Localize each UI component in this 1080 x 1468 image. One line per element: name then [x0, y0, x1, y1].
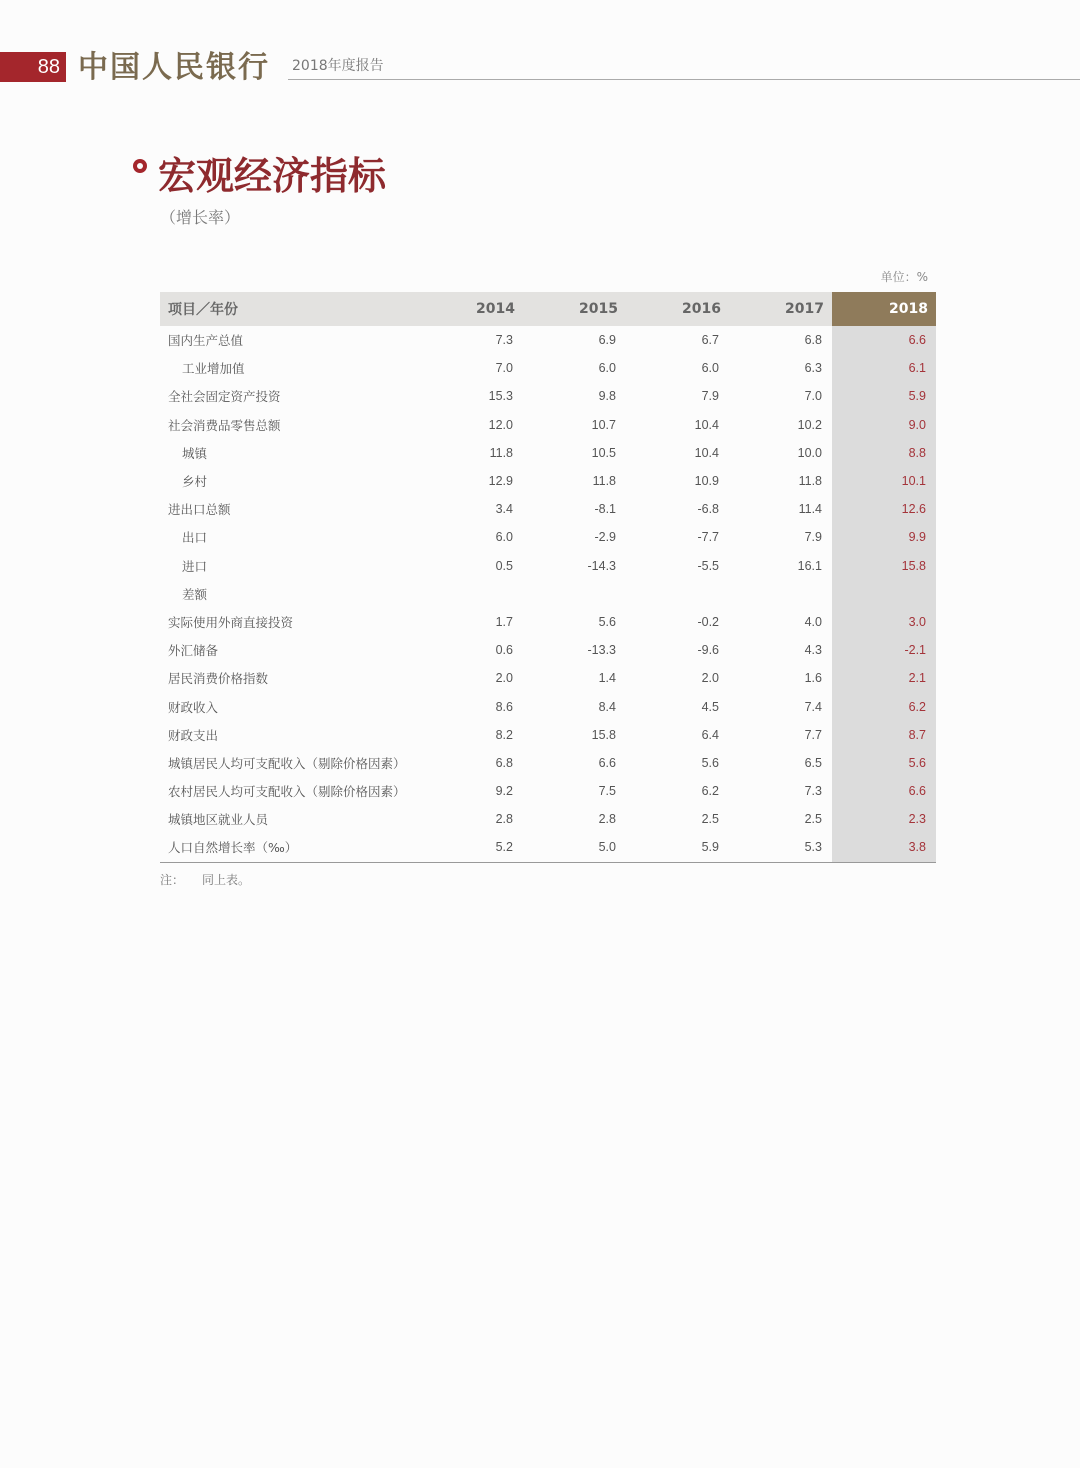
- table-row: [160, 354, 936, 382]
- table-row: [160, 721, 936, 749]
- page-header: [0, 48, 1080, 88]
- table-row: [160, 608, 936, 636]
- row-label: 城镇地区就业人员: [168, 812, 269, 828]
- table-row: [160, 580, 936, 608]
- cell-value: 1.4: [598, 671, 616, 686]
- cell-value: 1.6: [804, 671, 822, 686]
- row-label: 工业增加值: [182, 361, 245, 377]
- cell-value: 6.8: [495, 755, 513, 770]
- cell-value: 5.9: [626, 833, 729, 862]
- cell-value: 5.6: [598, 614, 616, 629]
- cell-value: 10.4: [694, 445, 719, 460]
- page-title: 宏观经济指标: [158, 154, 387, 198]
- cell-value: 6.6: [598, 755, 616, 770]
- cell-value: 6.9: [598, 333, 616, 348]
- cell-value: 6.2: [832, 692, 936, 720]
- column-header-2018: 2018: [832, 292, 936, 326]
- title-bullet-icon: [133, 159, 147, 173]
- row-label: 乡村: [182, 474, 208, 490]
- cell-value: 6.0: [495, 530, 513, 545]
- cell-value: 15.8: [591, 727, 616, 742]
- cell-value: 10.2: [797, 417, 822, 432]
- cell-value: 1.7: [495, 614, 513, 629]
- cell-value: 9.8: [598, 389, 616, 404]
- cell-value: 2.0: [701, 671, 719, 686]
- row-label: 财政支出: [168, 727, 219, 743]
- row-label: 人口自然增长率（‰）: [160, 833, 420, 862]
- footnote: [160, 871, 250, 889]
- row-label: 进口: [182, 558, 208, 574]
- indicator-table: [160, 292, 936, 863]
- cell-value: 2.5: [701, 812, 719, 827]
- cell-value: 5.0: [523, 833, 626, 862]
- cell-value: 5.9: [832, 382, 936, 410]
- footnote-text: 同上表。: [202, 873, 251, 887]
- row-label: 实际使用外商直接投资: [168, 614, 294, 630]
- row-label: 财政收入: [168, 699, 219, 715]
- table-row: [160, 692, 936, 720]
- page-subtitle: （增长率）: [160, 208, 241, 227]
- cell-value: 10.7: [591, 417, 616, 432]
- footnote-label: 注：: [160, 873, 185, 887]
- cell-value: 2.8: [598, 812, 616, 827]
- cell-value: 9.2: [495, 784, 513, 799]
- cell-value: 2.0: [495, 671, 513, 686]
- table-row: [160, 439, 936, 467]
- cell-value: 6.6: [832, 326, 936, 354]
- table-row: [160, 805, 936, 833]
- cell-value: 7.4: [804, 699, 822, 714]
- cell-value: 0.6: [495, 643, 513, 658]
- row-label: 农村居民人均可支配收入（剔除价格因素）: [168, 784, 406, 800]
- cell-value: 10.5: [591, 445, 616, 460]
- row-label: 外汇储备: [168, 643, 219, 659]
- cell-value: 15.3: [488, 389, 513, 404]
- cell-value: [523, 580, 626, 608]
- cell-value: -5.5: [697, 558, 719, 573]
- cell-value: -7.7: [697, 530, 719, 545]
- column-header-item: 项目／年份: [160, 292, 420, 326]
- cell-value: 11.4: [798, 502, 822, 517]
- cell-value: 7.3: [495, 333, 513, 348]
- cell-value: -0.2: [697, 614, 719, 629]
- table-row: [160, 552, 936, 580]
- cell-value: -2.9: [594, 530, 616, 545]
- table-header-row: [160, 292, 936, 326]
- cell-value: 6.6: [832, 777, 936, 805]
- row-label: 出口: [182, 530, 208, 546]
- cell-value: [626, 580, 729, 608]
- row-label: 城镇居民人均可支配收入（剔除价格因素）: [168, 755, 406, 771]
- cell-value: -9.6: [697, 643, 719, 658]
- cell-value: 6.5: [804, 755, 822, 770]
- cell-value: 6.7: [701, 333, 719, 348]
- cell-value: [729, 580, 832, 608]
- bank-logo: 中国人民银行: [78, 50, 270, 85]
- cell-value: 6.0: [598, 361, 616, 376]
- cell-value: -6.8: [697, 502, 719, 517]
- cell-value: 4.0: [804, 614, 822, 629]
- cell-value: 3.8: [832, 833, 936, 862]
- table-row: [160, 664, 936, 692]
- column-header-2015: 2015: [523, 292, 626, 326]
- row-label: 国内生产总值: [168, 333, 244, 349]
- row-label: 城镇: [182, 445, 208, 461]
- cell-value: 10.1: [832, 467, 936, 495]
- cell-value: [420, 580, 523, 608]
- page-number: 88: [0, 52, 66, 82]
- cell-value: 2.1: [832, 664, 936, 692]
- cell-value: 8.2: [495, 727, 513, 742]
- cell-value: 10.0: [797, 445, 822, 460]
- column-header-2016: 2016: [626, 292, 729, 326]
- cell-value: 11.8: [798, 474, 822, 489]
- cell-value: 6.1: [832, 354, 936, 382]
- cell-value: 7.9: [804, 530, 822, 545]
- cell-value: 6.8: [804, 333, 822, 348]
- cell-value: 6.2: [701, 784, 719, 799]
- cell-value: 10.4: [694, 417, 719, 432]
- cell-value: 8.6: [495, 699, 513, 714]
- cell-value: 6.3: [804, 361, 822, 376]
- cell-value: 9.0: [832, 411, 936, 439]
- table-row: [160, 636, 936, 664]
- cell-value: 7.0: [495, 361, 513, 376]
- cell-value: 4.3: [804, 643, 822, 658]
- row-label: 差额: [182, 586, 208, 602]
- row-label: 居民消费价格指数: [168, 671, 269, 687]
- report-name: 2018年度报告: [292, 58, 384, 74]
- row-label: 社会消费品零售总额: [168, 417, 281, 433]
- cell-value: 0.5: [495, 558, 513, 573]
- row-label: 全社会固定资产投资: [168, 389, 281, 405]
- cell-value: 12.9: [488, 474, 513, 489]
- unit-label: 单位：%: [880, 270, 928, 284]
- cell-value: 11.8: [592, 474, 616, 489]
- cell-value: 5.6: [701, 755, 719, 770]
- table-row: [160, 326, 936, 354]
- cell-value: 6.0: [701, 361, 719, 376]
- cell-value: 4.5: [701, 699, 719, 714]
- cell-value: [832, 580, 936, 608]
- cell-value: 2.5: [804, 812, 822, 827]
- table-row: [160, 495, 936, 523]
- cell-value: 10.9: [694, 474, 719, 489]
- cell-value: 15.8: [832, 552, 936, 580]
- table-row: [160, 411, 936, 439]
- cell-value: -2.1: [832, 636, 936, 664]
- table-row: [160, 833, 936, 862]
- cell-value: 7.7: [804, 727, 822, 742]
- cell-value: -8.1: [594, 502, 616, 517]
- column-header-2014: 2014: [420, 292, 523, 326]
- cell-value: 16.1: [797, 558, 822, 573]
- cell-value: 5.2: [420, 833, 523, 862]
- cell-value: 2.3: [832, 805, 936, 833]
- cell-value: 7.5: [598, 784, 616, 799]
- header-divider: [288, 79, 1080, 80]
- cell-value: 12.6: [832, 495, 936, 523]
- cell-value: 12.0: [488, 417, 513, 432]
- cell-value: 8.8: [832, 439, 936, 467]
- cell-value: 8.4: [598, 699, 616, 714]
- row-label: 进出口总额: [168, 502, 231, 518]
- table-row: [160, 777, 936, 805]
- cell-value: 8.7: [832, 721, 936, 749]
- cell-value: 2.8: [495, 812, 513, 827]
- cell-value: 5.6: [832, 749, 936, 777]
- cell-value: 7.0: [804, 389, 822, 404]
- table-row: [160, 467, 936, 495]
- cell-value: 6.4: [701, 727, 719, 742]
- cell-value: 7.3: [804, 784, 822, 799]
- cell-value: -13.3: [587, 643, 616, 658]
- cell-value: 7.9: [701, 389, 719, 404]
- cell-value: -14.3: [587, 558, 616, 573]
- cell-value: 3.0: [832, 608, 936, 636]
- cell-value: 3.4: [495, 502, 513, 517]
- cell-value: 5.3: [729, 833, 832, 862]
- table-row: [160, 523, 936, 551]
- table-row: [160, 382, 936, 410]
- column-header-2017: 2017: [729, 292, 832, 326]
- cell-value: 9.9: [832, 523, 936, 551]
- table-row: [160, 749, 936, 777]
- cell-value: 11.8: [489, 445, 513, 460]
